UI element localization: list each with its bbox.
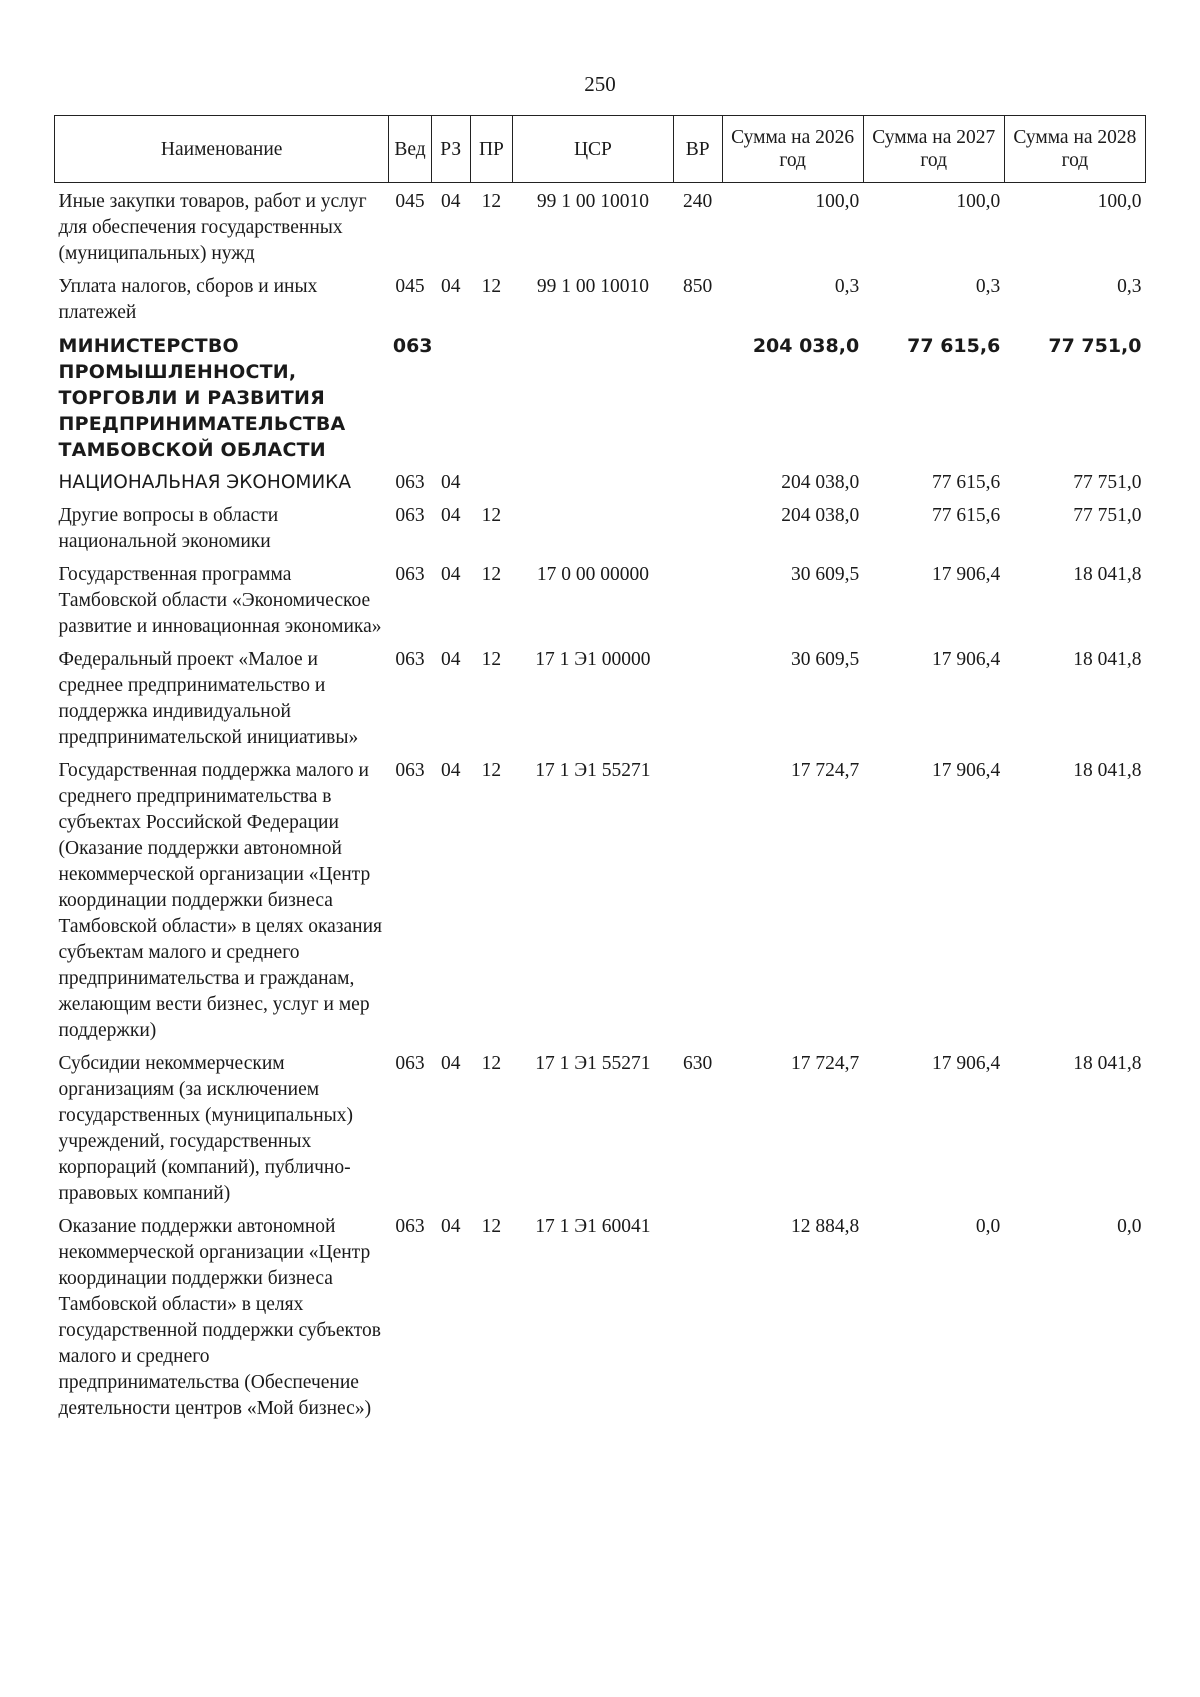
row-sum-2027: 17 906,4 <box>932 760 1001 781</box>
row-sum-2027: 77 615,6 <box>907 335 1001 357</box>
row-name: Государственная программа Тамбовской области «Экономическое развитие и инновационная экономика» <box>58 564 382 637</box>
page-number: 250 <box>584 72 616 96</box>
row-rz: 04 <box>440 1216 461 1237</box>
row-rz: 04 <box>440 505 461 526</box>
row-name: Другие вопросы в области национальной экономики <box>58 505 279 552</box>
row-vr <box>673 641 722 752</box>
table-row <box>55 752 1146 1045</box>
row-vr <box>673 556 722 641</box>
header-rz: РЗ <box>431 116 470 183</box>
row-sum-2027: 0,3 <box>975 276 1001 297</box>
header-sum-2028: Сумма на 2028 год <box>1004 116 1145 183</box>
row-rz: 04 <box>440 649 461 670</box>
row-sum-2028: 18 041,8 <box>1073 760 1142 781</box>
row-sum-2026: 17 724,7 <box>790 1053 860 1074</box>
header-csr: ЦСР <box>513 116 674 183</box>
header-name: Наименование <box>55 116 389 183</box>
row-rz <box>431 327 470 464</box>
table-row <box>55 556 1146 641</box>
row-csr <box>513 497 674 556</box>
row-name: Иные закупки товаров, работ и услуг для обеспечения государственных (муниципальных) нужд <box>58 191 367 264</box>
row-sum-2026: 30 609,5 <box>790 564 860 585</box>
table-row-section <box>55 464 1146 497</box>
row-csr: 17 1 Э1 60041 <box>535 1216 651 1237</box>
table-row <box>55 1045 1146 1208</box>
row-sum-2028: 100,0 <box>1097 191 1142 212</box>
row-ved: 063 <box>395 505 425 526</box>
row-name: Уплата налогов, сборов и иных платежей <box>58 276 318 323</box>
row-pr: 12 <box>481 1216 502 1237</box>
table-row <box>55 183 1146 269</box>
row-sum-2027: 77 615,6 <box>932 472 1001 493</box>
budget-table <box>54 115 1146 1423</box>
row-vr <box>673 1208 722 1423</box>
row-sum-2028: 0,3 <box>1117 276 1142 297</box>
row-ved: 063 <box>395 472 425 493</box>
row-pr: 12 <box>481 760 502 781</box>
row-ved: 063 <box>395 760 425 781</box>
row-sum-2028: 0,0 <box>1117 1216 1142 1237</box>
row-csr: 99 1 00 10010 <box>536 276 649 297</box>
row-sum-2028: 18 041,8 <box>1073 1053 1142 1074</box>
row-ved: 063 <box>395 1053 425 1074</box>
row-sum-2027: 0,0 <box>975 1216 1001 1237</box>
table-header-row <box>55 116 1146 183</box>
row-vr <box>673 497 722 556</box>
row-pr: 12 <box>481 564 502 585</box>
header-sum-2027: Сумма на 2027 год <box>863 116 1004 183</box>
header-ved: Вед <box>389 116 431 183</box>
row-csr <box>513 464 674 497</box>
row-pr: 12 <box>481 649 502 670</box>
header-pr: ПР <box>470 116 512 183</box>
row-sum-2026: 100,0 <box>815 191 860 212</box>
table-row-ministry <box>55 327 1146 464</box>
table-row <box>55 497 1146 556</box>
row-sum-2027: 77 615,6 <box>932 505 1001 526</box>
row-sum-2027: 17 906,4 <box>932 649 1001 670</box>
row-vr: 240 <box>683 191 713 212</box>
header-sum-2026: Сумма на 2026 год <box>722 116 863 183</box>
row-rz: 04 <box>440 760 461 781</box>
row-rz: 04 <box>440 1053 461 1074</box>
row-ved: 063 <box>395 1216 425 1237</box>
row-sum-2026: 204 038,0 <box>752 335 860 357</box>
row-vr: 630 <box>683 1053 713 1074</box>
row-sum-2027: 100,0 <box>956 191 1001 212</box>
row-csr: 17 1 Э1 55271 <box>535 1053 651 1074</box>
row-ved: 045 <box>395 276 425 297</box>
row-name: Оказание поддержки автономной некоммерческой организации «Центр координации поддержки бизнеса Тамбовской области» в целях государственной поддержки субъектов малого и среднего предпринимательства (Обеспечение деятельности центров «Мой бизнес») <box>58 1216 381 1419</box>
row-csr: 99 1 00 10010 <box>536 191 649 212</box>
row-pr: 12 <box>481 505 502 526</box>
row-name: Федеральный проект «Малое и среднее предпринимательство и поддержка индивидуальной предпринимательской инициативы» <box>58 649 359 748</box>
row-sum-2028: 77 751,0 <box>1073 472 1142 493</box>
row-vr <box>673 464 722 497</box>
row-name: МИНИСТЕРСТВО ПРОМЫШЛЕННОСТИ, ТОРГОВЛИ И РАЗВИТИЯ ПРЕДПРИНИМАТЕЛЬСТВА ТАМБОВСКОЙ ОБЛАСТИ <box>58 335 346 461</box>
row-name: Государственная поддержка малого и среднего предпринимательства в субъектах Российской Федерации (Оказание поддержки автономной некоммерческой организации «Центр координации поддержки бизнеса Тамбовской области» в целях оказания субъектам малого и среднего предпринимательства и гражданам, желающим вести бизнес, услуг и мер поддержки) <box>58 760 382 1041</box>
table-row <box>55 641 1146 752</box>
row-pr <box>470 464 512 497</box>
table-row <box>55 1208 1146 1423</box>
row-sum-2027: 17 906,4 <box>932 1053 1001 1074</box>
table-row <box>55 268 1146 327</box>
row-csr: 17 0 00 00000 <box>536 564 649 585</box>
row-vr <box>673 752 722 1045</box>
row-sum-2026: 0,3 <box>834 276 860 297</box>
row-sum-2026: 204 038,0 <box>781 472 860 493</box>
row-rz: 04 <box>440 472 461 493</box>
row-sum-2026: 30 609,5 <box>790 649 860 670</box>
row-csr: 17 1 Э1 00000 <box>535 649 651 670</box>
row-pr: 12 <box>481 1053 502 1074</box>
row-vr <box>673 327 722 464</box>
row-pr: 12 <box>481 191 502 212</box>
row-sum-2026: 17 724,7 <box>790 760 860 781</box>
row-ved: 063 <box>392 335 433 357</box>
row-ved: 063 <box>395 564 425 585</box>
row-ved: 063 <box>395 649 425 670</box>
row-rz: 04 <box>440 276 461 297</box>
row-sum-2027: 17 906,4 <box>932 564 1001 585</box>
row-rz: 04 <box>440 564 461 585</box>
row-csr <box>513 327 674 464</box>
row-pr <box>470 327 512 464</box>
row-sum-2028: 77 751,0 <box>1073 505 1142 526</box>
row-pr: 12 <box>481 276 502 297</box>
row-sum-2028: 18 041,8 <box>1073 564 1142 585</box>
row-name: НАЦИОНАЛЬНАЯ ЭКОНОМИКА <box>58 472 351 493</box>
row-sum-2028: 77 751,0 <box>1048 335 1142 357</box>
row-sum-2026: 12 884,8 <box>790 1216 860 1237</box>
row-vr: 850 <box>683 276 713 297</box>
row-sum-2028: 18 041,8 <box>1073 649 1142 670</box>
row-ved: 045 <box>395 191 425 212</box>
row-rz: 04 <box>440 191 461 212</box>
row-sum-2026: 204 038,0 <box>781 505 860 526</box>
row-name: Субсидии некоммерческим организациям (за исключением государственных (муниципальных) учреждений, государственных корпораций (компаний), публично-правовых компаний) <box>58 1053 354 1204</box>
header-vr: ВР <box>673 116 722 183</box>
row-csr: 17 1 Э1 55271 <box>535 760 651 781</box>
